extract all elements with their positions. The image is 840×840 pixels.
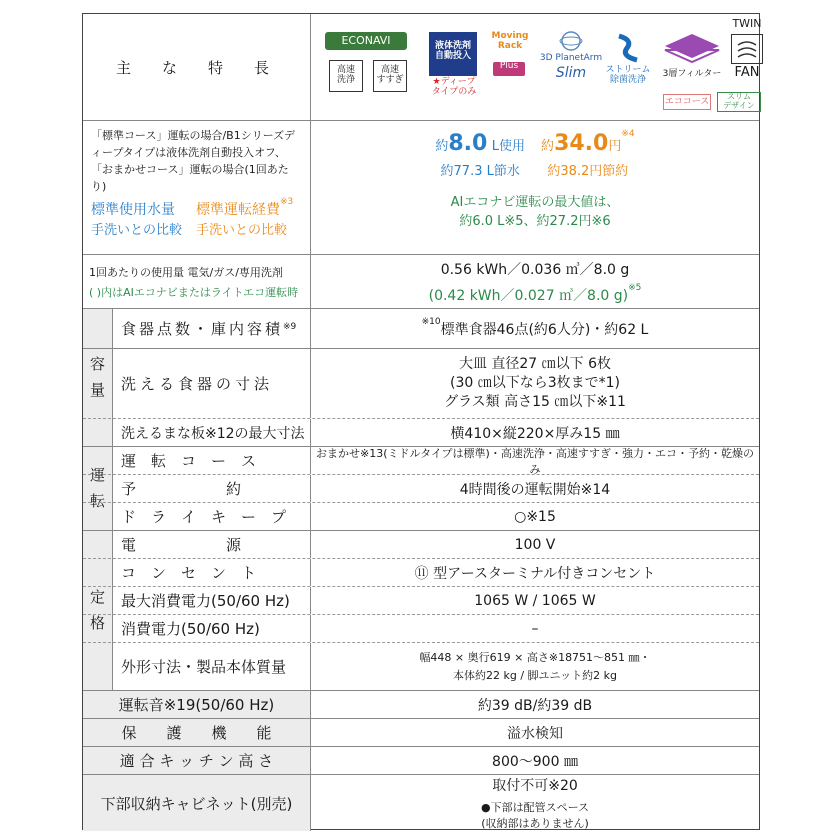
operation-label-2: 予 約 [113,475,311,502]
water-compare [91,199,182,238]
capacity-label-1-sup: ※9 [283,321,297,332]
operation-value-1: おまかせ※13(ミドルタイプは標準)・高速洗浄・高速すすぎ・強力・エコ・予約・乾燥のみ [316,446,754,476]
cabinet-label: 下部収納キャビネット(別売) [83,775,311,831]
capacity-row-3 [83,418,759,446]
planet-arm-icon [543,30,599,54]
cost-unit: 円 [608,139,622,154]
usage-row [83,120,759,254]
spec-table [82,13,760,830]
cabinet-row [83,774,759,831]
planet-arm-label: 3D PlanetArm [539,53,603,63]
water-prefix: 約 [435,139,449,154]
rating-value-5-line2: 本体約22 kg / 脚ユニット約2 kg [453,668,617,682]
rating-value-5 [311,643,759,690]
fan-icon [731,34,763,64]
rating-value-4: – [531,620,539,637]
cabinet-value [311,775,759,831]
fast-rinse-badge: 高速 すすぎ [373,60,407,92]
capacity-value-2 [311,349,759,418]
rating-value-1: 100 V [514,536,556,553]
kitchen-height-label: 適 合 キ ッ チ ン 高 さ [83,747,311,774]
usage-desc: 「標準コース」運転の場合/B1シリーズディープタイプは液体洗剤自動投入オフ、「おまかせコース」運転の場合(1回あたり) [91,129,295,194]
stream-graphic [613,32,643,64]
capacity-row-2 [83,348,759,418]
cabinet-note2: (収納部はありません) [481,817,589,830]
noise-row [83,690,759,718]
consumption-value2: (0.42 kWh／0.027 ㎥／8.0 g) [428,287,629,304]
protection-value: 溢水検知 [507,725,563,742]
eco-course-badge: エココース [663,94,711,110]
twin-label: TWIN [732,17,762,30]
cost-sup: ※3 [280,197,294,208]
capacity-group-char2: 量 [89,380,105,399]
cost-save: 約38.2円節約 [547,164,629,179]
ai-line1: AIエコナビ運転の最大値は、 [450,195,620,210]
noise-value: 約39 dB/約39 dB [477,697,593,714]
rating-label-3: 最大消費電力(50/60 Hz) [113,587,311,614]
cost-compare [196,199,293,238]
fan-label: FAN [734,65,760,80]
consumption-label [83,255,311,308]
capacity-value-1 [311,309,759,348]
usage-compare [91,199,293,238]
water-value: 8.0 [448,131,488,156]
cabinet-note1: ●下部は配管スペース [480,801,590,814]
water-box [435,131,525,179]
operation-group-char1: 運 [89,466,105,484]
consumption-row [83,254,759,308]
slim-design-badge: スリム デザイン [717,92,761,112]
capacity-value-2-line1: 大皿 直径27 ㎝以下 6枚 [458,356,612,373]
stream-label: ストリーム 除菌洗浄 [605,65,651,85]
capacity-value-1-sup: ※10 [421,316,441,327]
liquid-detergent-icon: 液体洗剤 自動投入 [429,32,477,76]
filter-label: 3層フィルター [662,69,722,79]
capacity-label-2: 洗える食器の寸法 [113,349,311,418]
operation-label-3: ド ラ イ キ ー プ [113,503,311,530]
fast-wash-badge: 高速 洗浄 [329,60,363,92]
usage-boxes [435,131,634,179]
capacity-row-1 [83,308,759,348]
moving-rack-plus: Plus [493,62,525,76]
operation-group-char2: 転 [89,491,105,510]
consumption-value1: 0.56 kWh／0.036 ㎥／8.0 g [440,261,630,278]
cabinet-value-text: 取付不可※20 [492,778,578,794]
protection-row [83,718,759,746]
consumption-value2-sup: ※5 [628,282,642,293]
cost-label: 標準運転経費 [196,202,281,219]
rating-row-3 [83,586,759,614]
water-label: 標準使用水量 [91,202,175,219]
rating-value-3: 1065 W / 1065 W [474,592,596,609]
capacity-label-1 [113,309,311,348]
capacity-value-2-line2: (30 ㎝以下なら3枚まで*1) [449,375,620,392]
rating-row-2 [83,558,759,586]
capacity-value-1-text: 標準食器46点(約6人分)・約62 L [440,321,649,338]
fan-graphic [732,35,762,63]
rating-group-char1: 定 [89,588,105,606]
protection-label: 保 護 機 能 [83,719,311,746]
usage-values [311,121,759,254]
water-sub: 手洗いとの比較 [91,223,183,239]
cost-sub: 手洗いとの比較 [196,223,288,239]
capacity-value-3: 横410×縦220×厚み15 ㎜ [450,425,620,442]
features-label: 主 な 特 長 [83,14,311,120]
consumption-label2: ( )内はAIエコナビまたはライトエコ運転時 [89,285,299,299]
rating-label-2: コ ン セ ン ト [113,559,311,586]
water-unit: L使用 [491,139,526,154]
usage-label [83,121,311,254]
kitchen-height-value: 800〜900 ㎜ [492,753,578,770]
capacity-label-1-text: 食器点数・庫内容積 [121,320,284,338]
operation-value-3: ○※15 [514,508,556,525]
rating-group-char2: 格 [89,613,105,632]
cost-box [541,131,635,179]
ai-line2: 約6.0 L※5、約27.2円※6 [459,214,611,229]
planet-arm-graphic [559,30,583,52]
rating-row-1 [83,530,759,558]
stream-icon [611,32,645,64]
cost-unit-sup: ※4 [621,129,635,139]
slim-label: Slim [555,65,587,81]
consumption-values [311,255,759,308]
filter-icon [663,32,721,68]
rating-label-1: 電 源 [113,531,311,558]
operation-row-2 [83,474,759,502]
econavi-logo: ECONAVI [325,32,407,50]
liquid-note: ★ディープ タイプのみ [431,77,477,97]
capacity-label-3: 洗えるまな板※12の最大寸法 [113,419,311,446]
filter-graphic [663,32,721,68]
operation-value-2: 4時間後の運転開始※14 [459,481,611,498]
capacity-group-char1: 容 [89,355,105,373]
moving-rack-icon: Moving Rack [491,31,529,51]
operation-label-1: 運 転 コ ー ス [113,447,311,474]
kitchen-height-row [83,746,759,774]
rating-row-5 [83,642,759,690]
cost-value: 34.0 [554,131,609,156]
feature-icons [311,14,762,120]
rating-row-4 [83,614,759,642]
noise-label: 運転音※19(50/60 Hz) [83,691,311,718]
operation-row-3 [83,502,759,530]
water-save: 約77.3 L節水 [440,164,520,179]
capacity-value-2-line3: グラス類 高さ15 ㎝以下※11 [444,393,626,410]
features-row [83,14,762,120]
rating-value-2: ⑪ 型アースターミナル付きコンセント [414,565,656,582]
rating-value-5-line1: 幅448 × 奥行619 × 高さ※18751〜851 ㎜・ [419,650,651,664]
consumption-label1: 1回あたりの使用量 電気/ガス/専用洗剤 [89,265,283,279]
rating-label-5: 外形寸法・製品本体質量 [113,643,311,690]
operation-row-1 [83,446,759,474]
cost-prefix: 約 [541,139,555,154]
rating-label-4: 消費電力(50/60 Hz) [113,615,311,642]
